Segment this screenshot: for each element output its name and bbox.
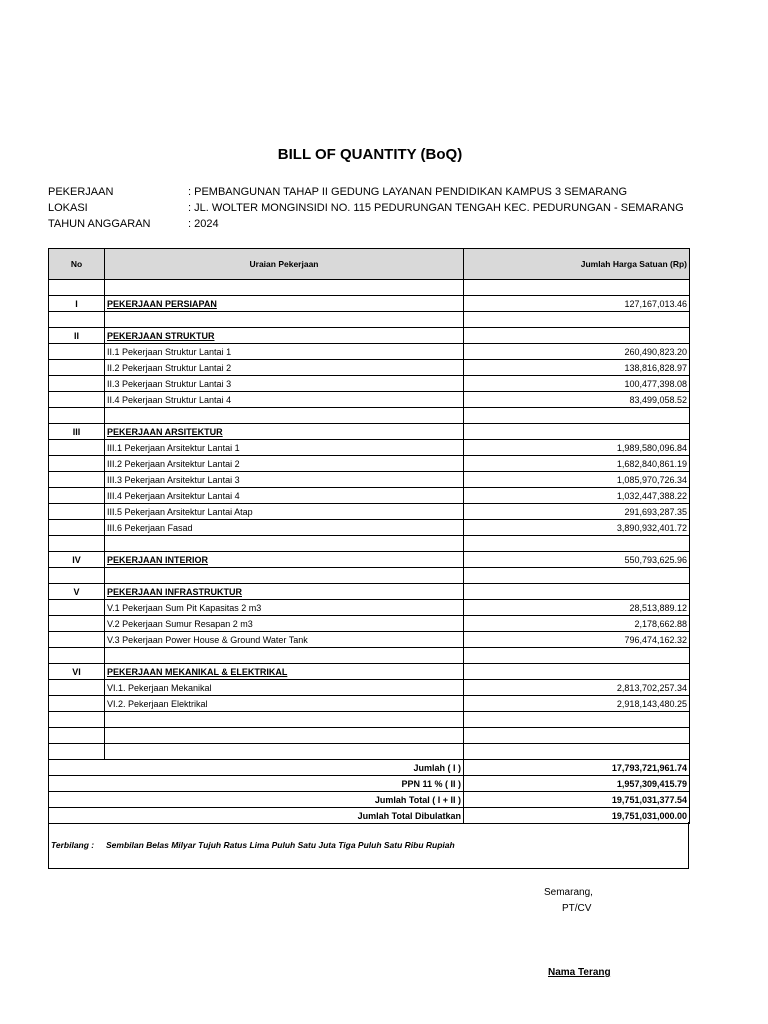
row-description — [105, 280, 464, 296]
table-row — [49, 536, 690, 552]
row-number — [49, 456, 105, 472]
row-number — [49, 568, 105, 584]
row-number — [49, 440, 105, 456]
row-amount: 2,813,702,257.34 — [464, 680, 690, 696]
table-row — [49, 712, 690, 728]
row-amount — [464, 568, 690, 584]
row-amount — [464, 280, 690, 296]
row-description — [105, 744, 464, 760]
table-row — [49, 424, 690, 440]
row-amount: 3,890,932,401.72 — [464, 520, 690, 536]
table-row — [49, 440, 690, 456]
section-title: PEKERJAAN MEKANIKAL & ELEKTRIKAL — [105, 664, 464, 680]
row-number — [49, 712, 105, 728]
header-no: No — [49, 249, 105, 280]
row-description: III.4 Pekerjaan Arsitektur Lantai 4 — [105, 488, 464, 504]
row-description — [105, 312, 464, 328]
summary-value: 19,751,031,377.54 — [464, 792, 690, 808]
row-amount — [464, 328, 690, 344]
table-row — [49, 392, 690, 408]
info-label: LOKASI — [48, 202, 88, 214]
row-number — [49, 728, 105, 744]
row-number — [49, 344, 105, 360]
row-amount: 796,474,162.32 — [464, 632, 690, 648]
row-description — [105, 712, 464, 728]
section-title: PEKERJAAN ARSITEKTUR — [105, 424, 464, 440]
signature-place: Semarang, — [544, 887, 593, 898]
summary-label: Jumlah Total Dibulatkan — [49, 808, 464, 824]
row-description: II.4 Pekerjaan Struktur Lantai 4 — [105, 392, 464, 408]
table-row — [49, 376, 690, 392]
row-amount: 1,085,970,726.34 — [464, 472, 690, 488]
signature-name: Nama Terang — [548, 967, 611, 978]
row-amount — [464, 424, 690, 440]
table-row — [49, 312, 690, 328]
row-amount: 127,167,013.46 — [464, 296, 690, 312]
row-description — [105, 408, 464, 424]
row-amount — [464, 728, 690, 744]
row-amount: 260,490,823.20 — [464, 344, 690, 360]
row-number — [49, 360, 105, 376]
summary-value: 19,751,031,000.00 — [464, 808, 690, 824]
table-row — [49, 520, 690, 536]
row-number — [49, 504, 105, 520]
row-amount — [464, 312, 690, 328]
row-amount — [464, 712, 690, 728]
row-amount — [464, 584, 690, 600]
document-title: BILL OF QUANTITY (BoQ) — [277, 146, 463, 163]
signature-company: PT/CV — [562, 903, 592, 914]
table-row — [49, 680, 690, 696]
row-description: VI.2. Pekerjaan Elektrikal — [105, 696, 464, 712]
row-number — [49, 632, 105, 648]
row-description — [105, 648, 464, 664]
terbilang-text: Sembilan Belas Milyar Tujuh Ratus Lima Puluh Satu Juta Tiga Puluh Satu Ribu Rupiah — [106, 840, 455, 850]
table-row — [49, 584, 690, 600]
info-value: : JL. WOLTER MONGINSIDI NO. 115 PEDURUNGAN TENGAH KEC. PEDURUNGAN - SEMARANG — [188, 202, 684, 214]
row-amount: 1,032,447,388.22 — [464, 488, 690, 504]
terbilang-label: Terbilang : — [51, 840, 95, 850]
table-row — [49, 728, 690, 744]
summary-row — [49, 760, 690, 776]
row-description: III.1 Pekerjaan Arsitektur Lantai 1 — [105, 440, 464, 456]
row-number — [49, 312, 105, 328]
info-value: : PEMBANGUNAN TAHAP II GEDUNG LAYANAN PENDIDIKAN KAMPUS 3 SEMARANG — [188, 186, 628, 198]
row-number — [49, 472, 105, 488]
row-number — [49, 600, 105, 616]
row-description — [105, 728, 464, 744]
row-number — [49, 536, 105, 552]
section-title: PEKERJAAN INFRASTRUKTUR — [105, 584, 464, 600]
header-value: Jumlah Harga Satuan (Rp) — [464, 249, 690, 280]
section-title: PEKERJAAN STRUKTUR — [105, 328, 464, 344]
summary-value: 1,957,309,415.79 — [464, 776, 690, 792]
section-number: VI — [49, 664, 105, 680]
row-description: V.2 Pekerjaan Sumur Resapan 2 m3 — [105, 616, 464, 632]
row-description: II.2 Pekerjaan Struktur Lantai 2 — [105, 360, 464, 376]
info-value: : 2024 — [188, 218, 219, 230]
row-description: III.5 Pekerjaan Arsitektur Lantai Atap — [105, 504, 464, 520]
row-amount: 2,918,143,480.25 — [464, 696, 690, 712]
section-number: III — [49, 424, 105, 440]
row-description: V.3 Pekerjaan Power House & Ground Water Tank — [105, 632, 464, 648]
summary-label: PPN 11 % ( II ) — [49, 776, 464, 792]
table-row — [49, 696, 690, 712]
table-row — [49, 568, 690, 584]
table-row — [49, 504, 690, 520]
table-row — [49, 488, 690, 504]
table-row — [49, 328, 690, 344]
table-row — [49, 632, 690, 648]
info-label: TAHUN ANGGARAN — [48, 218, 151, 230]
row-number — [49, 376, 105, 392]
summary-row — [49, 792, 690, 808]
row-number — [49, 696, 105, 712]
info-label: PEKERJAAN — [48, 186, 114, 198]
row-description — [105, 536, 464, 552]
row-amount: 1,989,580,096.84 — [464, 440, 690, 456]
section-number: I — [49, 296, 105, 312]
row-number — [49, 408, 105, 424]
row-amount — [464, 744, 690, 760]
row-amount: 100,477,398.08 — [464, 376, 690, 392]
table-row — [49, 408, 690, 424]
terbilang-box — [48, 822, 689, 869]
row-amount: 291,693,287.35 — [464, 504, 690, 520]
row-description — [105, 568, 464, 584]
row-amount: 1,682,840,861.19 — [464, 456, 690, 472]
row-amount — [464, 664, 690, 680]
table-row — [49, 360, 690, 376]
row-description: III.2 Pekerjaan Arsitektur Lantai 2 — [105, 456, 464, 472]
summary-row — [49, 776, 690, 792]
row-amount: 2,178,662.88 — [464, 616, 690, 632]
table-row — [49, 280, 690, 296]
boq-table — [48, 248, 690, 824]
section-number: II — [49, 328, 105, 344]
section-number: V — [49, 584, 105, 600]
row-amount — [464, 408, 690, 424]
row-amount: 550,793,625.96 — [464, 552, 690, 568]
row-number — [49, 520, 105, 536]
row-number — [49, 488, 105, 504]
table-row — [49, 600, 690, 616]
table-row — [49, 664, 690, 680]
row-number — [49, 680, 105, 696]
header-description: Uraian Pekerjaan — [105, 249, 464, 280]
table-row — [49, 616, 690, 632]
summary-label: Jumlah Total ( I + II ) — [49, 792, 464, 808]
row-description: II.1 Pekerjaan Struktur Lantai 1 — [105, 344, 464, 360]
table-row — [49, 648, 690, 664]
row-number — [49, 616, 105, 632]
row-description: III.6 Pekerjaan Fasad — [105, 520, 464, 536]
table-row — [49, 456, 690, 472]
row-amount: 138,816,828.97 — [464, 360, 690, 376]
table-row — [49, 552, 690, 568]
boq-table-body — [49, 280, 690, 824]
table-header-row — [49, 249, 690, 280]
row-number — [49, 392, 105, 408]
row-description: VI.1. Pekerjaan Mekanikal — [105, 680, 464, 696]
section-title: PEKERJAAN PERSIAPAN — [105, 296, 464, 312]
table-row — [49, 296, 690, 312]
section-number: IV — [49, 552, 105, 568]
summary-label: Jumlah ( I ) — [49, 760, 464, 776]
section-title: PEKERJAAN INTERIOR — [105, 552, 464, 568]
row-amount: 28,513,889.12 — [464, 600, 690, 616]
row-number — [49, 648, 105, 664]
row-description: V.1 Pekerjaan Sum Pit Kapasitas 2 m3 — [105, 600, 464, 616]
table-row — [49, 744, 690, 760]
table-row — [49, 472, 690, 488]
summary-value: 17,793,721,961.74 — [464, 760, 690, 776]
row-description: II.3 Pekerjaan Struktur Lantai 3 — [105, 376, 464, 392]
row-description: III.3 Pekerjaan Arsitektur Lantai 3 — [105, 472, 464, 488]
row-number — [49, 744, 105, 760]
row-number — [49, 280, 105, 296]
row-amount — [464, 536, 690, 552]
row-amount — [464, 648, 690, 664]
row-amount: 83,499,058.52 — [464, 392, 690, 408]
table-row — [49, 344, 690, 360]
